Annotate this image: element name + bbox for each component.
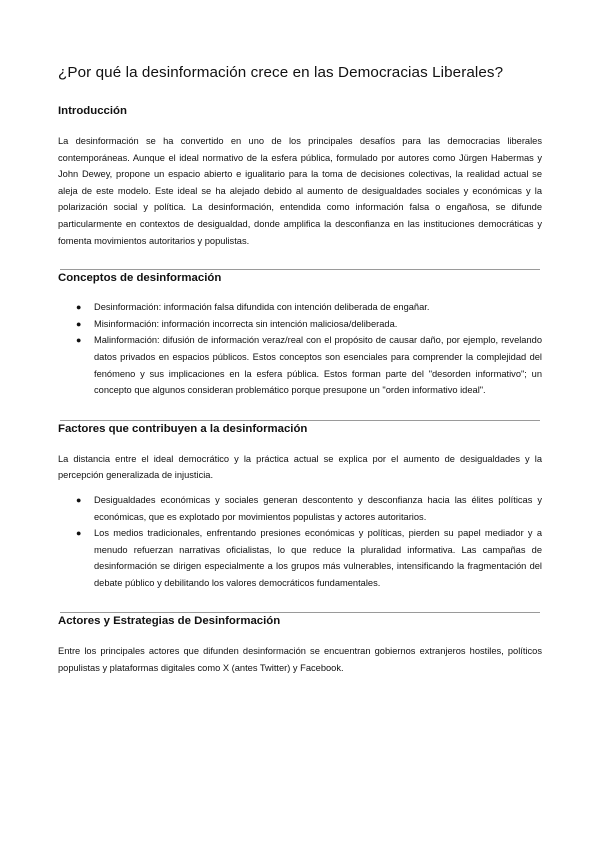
actors-paragraph: Entre los principales actores que difunden desinformación se encuentran gobiernos extranjeros hostiles, políticos populistas y plataformas digitales como X (antes Twitter) y Facebook. bbox=[58, 646, 542, 674]
actors-heading: Actores y Estrategias de Desinformación bbox=[58, 615, 281, 628]
list-item-text: Misinformación: información incorrecta sin intención maliciosa/deliberada. bbox=[94, 318, 398, 329]
list-item bbox=[58, 525, 542, 591]
document-page bbox=[58, 62, 542, 677]
list-item-text: Desinformación: información falsa difundida con intención deliberada de engañar. bbox=[94, 302, 430, 313]
list-item bbox=[58, 316, 542, 333]
bullet-icon: ● bbox=[76, 494, 82, 505]
page-title: ¿Por qué la desinformación crece en las Democracias Liberales? bbox=[58, 64, 504, 81]
bullet-icon: ● bbox=[76, 318, 82, 329]
list-item-text: Los medios tradicionales, enfrentando presiones económicas y políticas, pierden su papel mediador y a menudo refuerzan narrativas oficialistas, lo que reduce la pluralidad informativa. Las campañas de desinformación se dirigen especialmente a los grupos más vulnerables, intensificando la fragmentación del debate público y debilitando los valores democráticos fundamentales. bbox=[94, 528, 542, 588]
bullet-icon: ● bbox=[76, 528, 82, 539]
list-item bbox=[58, 492, 542, 525]
concepts-heading: Conceptos de desinformación bbox=[58, 272, 222, 285]
list-item bbox=[58, 332, 542, 398]
intro-paragraph: La desinformación se ha convertido en uno de los principales desafíos para las democracias liberales contemporáneas. Aunque el ideal normativo de la esfera pública, formulado por autores como Jürgen Habermas y John Dewey, propone un espacio abierto e igualitario para la toma de decisiones colectivas, la realidad actual se aleja de este modelo. Este ideal se ha alejado debido al aumento de desigualdades sociales y económicas y la polarización social y política. La desinformación, entendida como información falsa o engañosa, se difunde particularmente en contextos de desigualdad, donde amplifica la desconfianza en las instituciones democráticas y fomenta movimientos autoritarios y populistas. bbox=[58, 136, 542, 246]
bullet-icon: ● bbox=[76, 302, 82, 313]
factors-list bbox=[58, 492, 542, 592]
factors-heading: Factores que contribuyen a la desinformación bbox=[58, 422, 308, 435]
list-item-text: Malinformación: difusión de información veraz/real con el propósito de causar daño, por ejemplo, revelando datos privados en espacios públicos. Estos conceptos son esenciales para comprender la complejidad del fenómeno y sus implicaciones en la esfera pública. Estos forman parte del "desorden informativo"; un concepto que algunos consideran problemático porque presupone un "orden informativo ideal". bbox=[94, 335, 542, 396]
bullet-icon: ● bbox=[76, 335, 82, 346]
concepts-list bbox=[58, 299, 542, 399]
factors-paragraph: La distancia entre el ideal democrático y la práctica actual se explica por el aumento de desigualdades y la percepción generalizada de injusticia. bbox=[58, 453, 542, 481]
list-item bbox=[58, 299, 542, 316]
list-item-text: Desigualdades económicas y sociales generan descontento y desconfianza hacia las élites políticas y económicas, que es explotado por movimientos populistas y actores autoritarios. bbox=[94, 494, 542, 522]
intro-heading: Introducción bbox=[58, 105, 127, 117]
